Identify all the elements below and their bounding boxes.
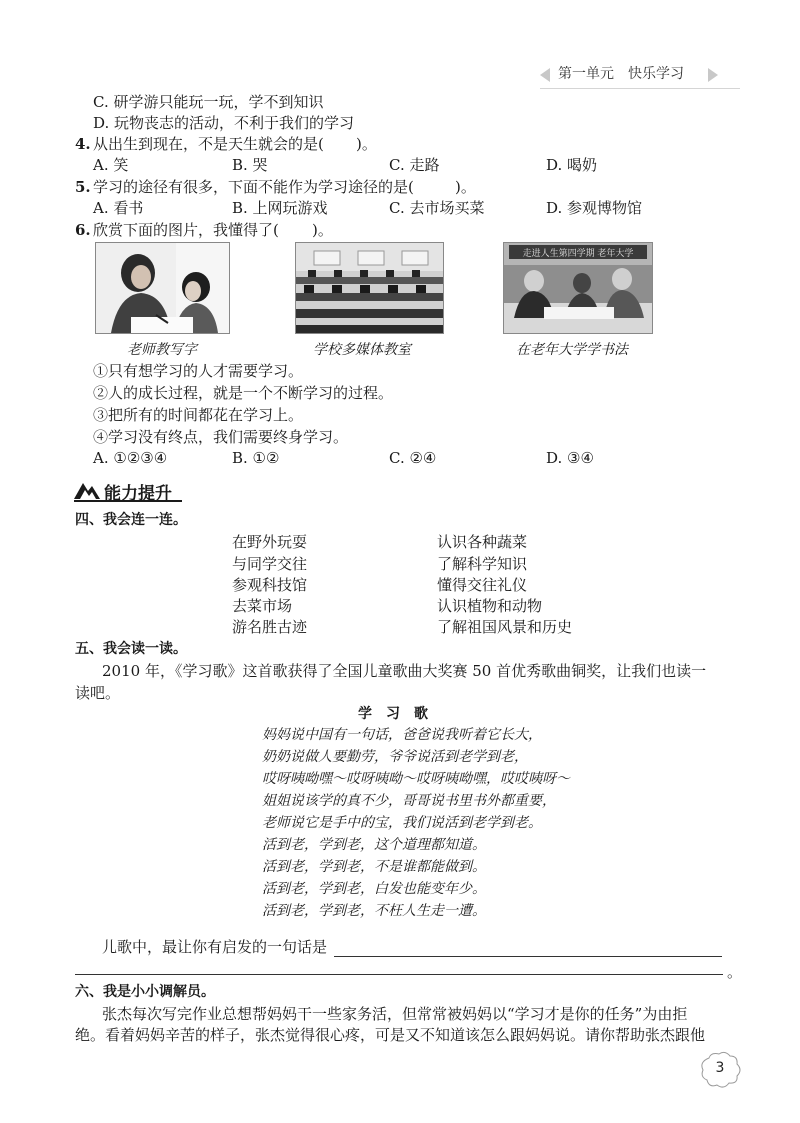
page-number: 3 [715, 1060, 725, 1076]
part6-para-line1: 张杰每次写完作业总想帮妈妈干一些家务活，但常常被妈妈以“学习才是你的任务”为由拒 [102, 1005, 688, 1023]
lyric-line-7: 活到老，学到老，不是谁都能做到。 [262, 859, 486, 875]
q6-answer-close: )。 [312, 221, 333, 239]
header-unit: 第一单元 [558, 66, 614, 82]
q6-statement-2: ②人的成长过程，就是一个不断学习的过程。 [93, 384, 394, 402]
song-title: 学 习 歌 [358, 706, 428, 722]
q3-option-d: D. 玩物丧志的活动，不利于我们的学习 [93, 114, 355, 132]
match-right-2[interactable]: 了解科学知识 [437, 555, 528, 573]
lyric-line-2: 奶奶说做人要勤劳，爷爷说活到老学到老， [262, 749, 528, 765]
q6-number: 6. [75, 221, 91, 239]
header-arrow-left-icon [540, 68, 550, 82]
q6-option-b: B. ①② [232, 449, 280, 467]
answer-end-mark: 。 [727, 963, 743, 981]
caption-multimedia-classroom: 学校多媒体教室 [313, 342, 411, 358]
lyric-line-3: 哎呀咦呦嘿～哎呀咦呦～哎呀咦呦嘿，哎哎咦呀～ [262, 771, 570, 787]
q3-option-c: C. 研学游只能玩一玩，学不到知识 [93, 93, 324, 111]
part5-intro-line2: 读吧。 [75, 684, 121, 702]
q4-stem: 从出生到现在，不是天生就会的是( [93, 135, 324, 153]
header-topic: 快乐学习 [628, 66, 684, 82]
q5-option-c: C. 去市场买菜 [389, 199, 485, 217]
lyric-line-5: 老师说它是手中的宝，我们说活到老学到老。 [262, 815, 542, 831]
match-right-4[interactable]: 认识植物和动物 [437, 597, 543, 615]
page-number-badge [697, 1050, 743, 1090]
q4-option-a: A. 笑 [93, 156, 129, 174]
q4-answer-close: )。 [356, 135, 377, 153]
match-right-5[interactable]: 了解祖国风景和历史 [437, 618, 573, 636]
match-left-3[interactable]: 参观科技馆 [232, 576, 308, 594]
lyric-line-1: 妈妈说中国有一句话，爸爸说我听着它长大， [262, 727, 542, 743]
q6-stem: 欣赏下面的图片，我懂得了( [93, 221, 279, 239]
q6-statement-3: ③把所有的时间都花在学习上。 [93, 406, 304, 424]
q4-option-c: C. 走路 [389, 156, 440, 174]
section-title: 能力提升 [104, 484, 172, 504]
photo-sign-text: 走进人生第四学期 老年大学 [522, 249, 634, 259]
q6-option-c: C. ②④ [389, 449, 437, 467]
part5-prompt: 儿歌中，最让你有启发的一句话是 [102, 938, 328, 956]
q6-statement-4: ④学习没有终点，我们需要终身学习。 [93, 428, 349, 446]
match-left-1[interactable]: 在野外玩耍 [232, 533, 308, 551]
q5-option-a: A. 看书 [93, 199, 144, 217]
q4-option-b: B. 哭 [232, 156, 268, 174]
part6-para-line2: 绝。看着妈妈辛苦的样子，张杰觉得很心疼，可是又不知道该怎么跟妈妈说。请你帮助张杰跟他 [75, 1026, 706, 1044]
section-title-rule [74, 500, 182, 502]
answer-line-1[interactable] [334, 956, 722, 957]
q6-option-d: D. ③④ [546, 449, 594, 467]
caption-elderly-calligraphy: 在老年大学学书法 [516, 342, 628, 358]
part5-intro-line1: 2010 年，《学习歌》这首歌获得了全国儿童歌曲大奖赛 50 首优秀歌曲铜奖，让我们也读一 [102, 662, 707, 680]
lyric-line-6: 活到老，学到老，这个道理都知道。 [262, 837, 486, 853]
part6-title: 六、我是小小调解员。 [75, 984, 215, 1000]
part5-title: 五、我会读一读。 [75, 641, 187, 657]
photo-teacher-teaching [95, 242, 230, 334]
q4-number: 4. [75, 135, 91, 153]
q5-option-b: B. 上网玩游戏 [232, 199, 328, 217]
q5-answer-close: )。 [455, 178, 476, 196]
q6-option-a: A. ①②③④ [93, 449, 168, 467]
caption-teacher-teaching: 老师教写字 [127, 342, 197, 358]
header-arrow-right-icon [708, 68, 718, 82]
part4-title: 四、我会连一连。 [75, 512, 187, 528]
answer-line-2[interactable] [75, 974, 723, 975]
photo-multimedia-classroom [295, 242, 444, 334]
lyric-line-8: 活到老，学到老，白发也能变年少。 [262, 881, 486, 897]
q5-number: 5. [75, 178, 91, 196]
lyric-line-9: 活到老，学到老，不枉人生走一遭。 [262, 903, 486, 919]
q5-option-d: D. 参观博物馆 [546, 199, 643, 217]
match-left-5[interactable]: 游名胜古迹 [232, 618, 308, 636]
header-rule [540, 88, 740, 89]
match-left-4[interactable]: 去菜市场 [232, 597, 293, 615]
lyric-line-4: 姐姐说该学的真不少，哥哥说书里书外都重要， [262, 793, 556, 809]
q4-option-d: D. 喝奶 [546, 156, 598, 174]
match-right-3[interactable]: 懂得交往礼仪 [437, 576, 528, 594]
match-left-2[interactable]: 与同学交往 [232, 555, 308, 573]
q5-stem: 学习的途径有很多，下面不能作为学习途径的是( [93, 178, 414, 196]
match-right-1[interactable]: 认识各种蔬菜 [437, 533, 528, 551]
q6-statement-1: ①只有想学习的人才需要学习。 [93, 362, 304, 380]
photo-elderly-calligraphy [503, 242, 653, 334]
